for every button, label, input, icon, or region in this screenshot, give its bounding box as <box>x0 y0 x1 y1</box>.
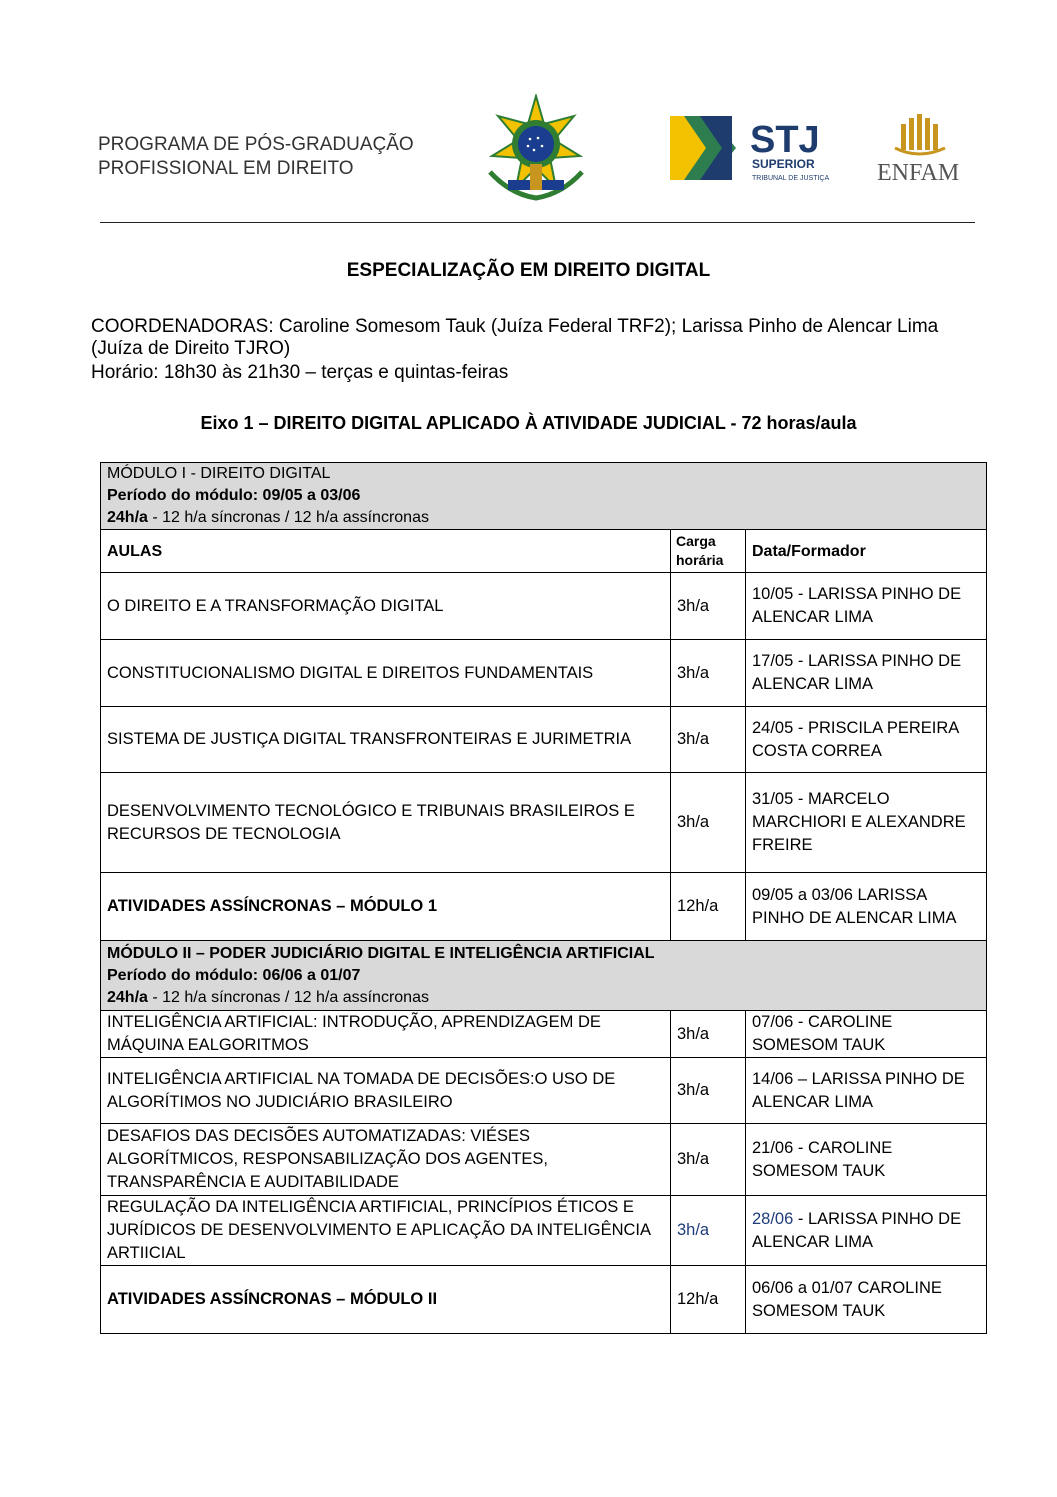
table-row <box>101 640 987 707</box>
data-cell: 24/05 - PRISCILA PEREIRA COSTA CORREA <box>746 707 987 773</box>
brazil-coat-of-arms-logo <box>480 94 592 206</box>
module-header <box>101 463 987 530</box>
table-row <box>101 773 987 873</box>
module-period: Período do módulo: 09/05 a 03/06 <box>107 487 361 504</box>
table-row <box>101 1124 987 1196</box>
module-header <box>101 941 987 1011</box>
stj-logo-text: STJ <box>750 119 820 161</box>
carga-cell: 3h/a <box>671 1058 746 1124</box>
column-header-carga: Carga horária <box>671 530 746 573</box>
carga-cell: 3h/a <box>671 707 746 773</box>
carga-cell: 12h/a <box>671 873 746 941</box>
aula-cell: ATIVIDADES ASSÍNCRONAS – MÓDULO II <box>101 1266 671 1334</box>
table-row <box>101 873 987 941</box>
data-cell: 28/06 - LARISSA PINHO DE ALENCAR LIMA <box>746 1196 987 1266</box>
header-divider <box>100 222 975 223</box>
coordinators: COORDENADORAS: Caroline Somesom Tauk (Juíza Federal TRF2); Larissa Pinho de Alencar Lima (Juíza de Direito TJRO) <box>91 316 939 359</box>
data-date: 28/06 <box>752 1209 794 1228</box>
stj-logo <box>670 112 840 184</box>
module-period: Período do módulo: 06/06 a 01/07 <box>107 966 361 984</box>
data-cell: 21/06 - CAROLINE SOMESOM TAUK <box>746 1124 987 1196</box>
carga-cell: 3h/a <box>671 1124 746 1196</box>
table-row <box>101 1196 987 1266</box>
column-headers <box>101 530 987 573</box>
data-cell: 17/05 - LARISSA PINHO DE ALENCAR LIMA <box>746 640 987 707</box>
module-name: MÓDULO II – PODER JUDICIÁRIO DIGITAL E INTELIGÊNCIA ARTIFICIAL <box>107 944 655 962</box>
program-name <box>98 133 414 181</box>
data-cell: 07/06 - CAROLINE SOMESOM TAUK <box>746 1011 987 1058</box>
carga-cell: 3h/a <box>671 773 746 873</box>
data-cell: 09/05 a 03/06 LARISSA PINHO DE ALENCAR LIMA <box>746 873 987 941</box>
aula-cell: DESENVOLVIMENTO TECNOLÓGICO E TRIBUNAIS BRASILEIROS E RECURSOS DE TECNOLOGIA <box>101 773 671 873</box>
carga-cell: 12h/a <box>671 1266 746 1334</box>
data-cell: 06/06 a 01/07 CAROLINE SOMESOM TAUK <box>746 1266 987 1334</box>
column-header-aulas: AULAS <box>101 530 671 573</box>
aula-cell: CONSTITUCIONALISMO DIGITAL E DIREITOS FUNDAMENTAIS <box>101 640 671 707</box>
table-row <box>101 573 987 640</box>
program-line-2: PROFISSIONAL EM DIREITO <box>98 158 354 179</box>
module-name: MÓDULO I - DIREITO DIGITAL <box>107 465 331 482</box>
axis-heading: Eixo 1 – DIREITO DIGITAL APLICADO À ATIVIDADE JUDICIAL - 72 horas/aula <box>200 413 857 433</box>
enfam-logo <box>873 112 968 187</box>
aula-cell: REGULAÇÃO DA INTELIGÊNCIA ARTIFICIAL, PRINCÍPIOS ÉTICOS E JURÍDICOS DE DESENVOLVIMENTO E APLICAÇÃO DA INTELIGÊNCIA ARTIICIAL <box>101 1196 671 1266</box>
aula-cell: SISTEMA DE JUSTIÇA DIGITAL TRANSFRONTEIRAS E JURIMETRIA <box>101 707 671 773</box>
schedule: Horário: 18h30 às 21h30 – terças e quintas-feiras <box>91 362 509 383</box>
carga-cell: 3h/a <box>671 573 746 640</box>
table-row <box>101 1011 987 1058</box>
aula-cell: O DIREITO E A TRANSFORMAÇÃO DIGITAL <box>101 573 671 640</box>
stj-logo-sub2: TRIBUNAL DE JUSTIÇA <box>752 175 830 182</box>
aula-cell: ATIVIDADES ASSÍNCRONAS – MÓDULO 1 <box>101 873 671 941</box>
table-row <box>101 1058 987 1124</box>
data-cell: 31/05 - MARCELO MARCHIORI E ALEXANDRE FREIRE <box>746 773 987 873</box>
schedule-table <box>100 462 987 1334</box>
stj-logo-sub1: SUPERIOR <box>752 157 815 171</box>
aula-cell: INTELIGÊNCIA ARTIFICIAL: INTRODUÇÃO, APRENDIZAGEM DE MÁQUINA EALGORITMOS <box>101 1011 671 1058</box>
carga-cell: 3h/a <box>671 640 746 707</box>
page-title: ESPECIALIZAÇÃO EM DIREITO DIGITAL <box>346 260 711 281</box>
program-line-1: PROGRAMA DE PÓS-GRADUAÇÃO <box>98 134 414 155</box>
table-row <box>101 1266 987 1334</box>
column-header-data: Data/Formador <box>746 530 987 573</box>
table-row <box>101 707 987 773</box>
module-hours: 24h/a - 12 h/a síncronas / 12 h/a assíncronas <box>107 988 429 1006</box>
carga-cell: 3h/a <box>671 1196 746 1266</box>
data-cell: 14/06 – LARISSA PINHO DE ALENCAR LIMA <box>746 1058 987 1124</box>
aula-cell: DESAFIOS DAS DECISÕES AUTOMATIZADAS: VIÉSES ALGORÍTMICOS, RESPONSABILIZAÇÃO DOS AGENTES, TRANSPARÊNCIA E AUDITABILIDADE <box>101 1124 671 1196</box>
carga-cell: 3h/a <box>671 1011 746 1058</box>
aula-cell: INTELIGÊNCIA ARTIFICIAL NA TOMADA DE DECISÕES:O USO DE ALGORÍTIMOS NO JUDICIÁRIO BRASILEIRO <box>101 1058 671 1124</box>
enfam-logo-text: ENFAM <box>877 160 960 186</box>
module-hours: 24h/a - 12 h/a síncronas / 12 h/a assíncronas <box>107 509 429 526</box>
data-cell: 10/05 - LARISSA PINHO DE ALENCAR LIMA <box>746 573 987 640</box>
